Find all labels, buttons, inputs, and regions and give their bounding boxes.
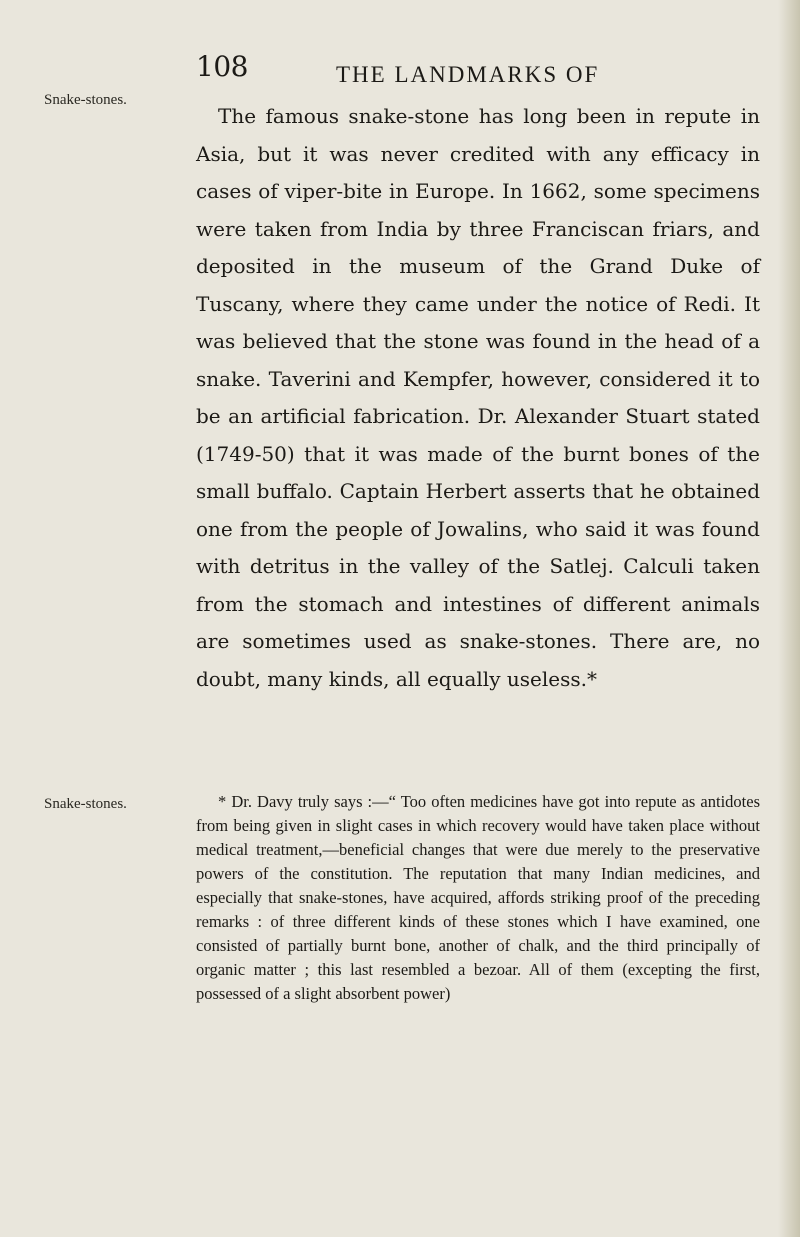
page-edge-shadow — [778, 0, 800, 1237]
margin-note-snake-stones: Snake-stones. — [44, 92, 127, 108]
margin-note-snake-stones-footnote: Snake-stones. — [44, 796, 127, 812]
footnote: * Dr. Davy truly says :—“ Too often medicines have got into repute as antidotes from being given in slight cases in which recovery would have taken place without medical treatment,—beneficial changes that were due merely to the preservative powers of the constitution. The reputation that many Indian medicines, and especially that snake-stones, have acquired, affords striking proof of the preceding remarks : of three different kinds of these stones which I have examined, one consisted of partially burnt bone, another of chalk, and the third principally of organic matter ; this last resembled a bezoar. All of them (excepting the first, possessed of a slight absorbent power) — [196, 792, 760, 1003]
running-title: THE LANDMARKS OF — [336, 62, 600, 87]
body-paragraph: The famous snake-stone has long been in repute in Asia, but it was never credited with any efficacy in cases of viper-bite in Europe. In 1662, some specimens were taken from India by three Franciscan friars, and deposited in the museum of the Grand Duke of Tuscany, where they came under the notice of Redi. It was believed that the stone was found in the head of a snake. Taverini and Kempfer, however, considered it to be an artificial fabrication. Dr. Alexander Stuart stated (1749-50) that it was made of the burnt bones of the small buffalo. Captain Herbert asserts that he obtained one from the people of Jowalins, who said it was found with detritus in the valley of the Satlej. Calculi taken from the stomach and intestines of different animals are sometimes used as snake-stones. There are, no doubt, many kinds, all equally useless.* — [196, 104, 760, 691]
page-number: 108 — [196, 50, 248, 83]
